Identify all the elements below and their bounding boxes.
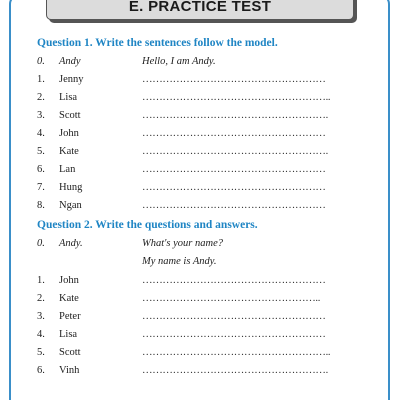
answer-blank[interactable]: ……………………………………………… — [142, 311, 326, 322]
answer-blank[interactable]: ……………………………………………….. — [142, 347, 331, 358]
answer-blank[interactable]: ……………………………………………… — [142, 182, 326, 193]
item-number: 3. — [37, 110, 45, 121]
question-1-row[interactable] — [37, 145, 367, 159]
question-2-row[interactable] — [37, 292, 367, 306]
question-2-row[interactable] — [37, 274, 367, 288]
answer-blank[interactable]: ……………………………………………… — [142, 164, 326, 175]
question-1-model-row — [37, 55, 367, 69]
answer-blank[interactable]: ……………………………………………… — [142, 329, 326, 340]
question-2-row[interactable] — [37, 310, 367, 324]
item-name: Hung — [59, 182, 83, 193]
question-1-row[interactable] — [37, 109, 367, 123]
item-name: Ngan — [59, 200, 82, 211]
item-name: Lisa — [59, 92, 78, 103]
answer-blank[interactable]: ……………………………………………… — [142, 275, 326, 286]
answer-blank[interactable]: ………………………………………………. — [142, 110, 328, 121]
item-name: Kate — [59, 293, 79, 304]
question-1-row[interactable] — [37, 73, 367, 87]
item-name: Lan — [59, 164, 76, 175]
question-2-model-row — [37, 237, 367, 251]
question-1-row[interactable] — [37, 181, 367, 195]
item-number: 5. — [37, 347, 45, 358]
item-name: Kate — [59, 146, 79, 157]
question-1-heading: Question 1. Write the sentences follow the model. — [37, 37, 278, 49]
question-2-heading: Question 2. Write the questions and answers. — [37, 219, 258, 231]
item-number: 4. — [37, 329, 45, 340]
item-number: 2. — [37, 293, 45, 304]
item-name: Scott — [59, 110, 81, 121]
item-number: 1. — [37, 275, 45, 286]
item-number: 5. — [37, 146, 45, 157]
item-number: 6. — [37, 164, 45, 175]
item-name: John — [59, 275, 79, 286]
item-number: 0. — [37, 238, 45, 249]
item-number: 0. — [37, 56, 45, 67]
answer-blank[interactable]: …………………………………………….. — [142, 293, 321, 304]
item-name: Peter — [59, 311, 81, 322]
item-name: Jenny — [59, 74, 84, 85]
item-number: 4. — [37, 128, 45, 139]
question-1-row[interactable] — [37, 163, 367, 177]
answer-blank[interactable]: ……………………………………………….. — [142, 92, 331, 103]
question-1-row[interactable] — [37, 199, 367, 213]
model-question: What's your name? — [142, 238, 223, 249]
question-2-model-answer-row — [37, 255, 367, 269]
question-2-row[interactable] — [37, 364, 367, 378]
item-name: Lisa — [59, 329, 78, 340]
answer-blank[interactable]: ………………………………………………. — [142, 365, 328, 376]
page-title: E. PRACTICE TEST — [46, 0, 354, 20]
item-name: Andy — [59, 56, 81, 67]
item-number: 2. — [37, 92, 45, 103]
answer-blank[interactable]: ……………………………………………… — [142, 74, 326, 85]
answer-blank[interactable]: ……………………………………………… — [142, 200, 326, 211]
item-number: 6. — [37, 365, 45, 376]
item-number: 3. — [37, 311, 45, 322]
question-1-row[interactable] — [37, 91, 367, 105]
item-name: Andy. — [59, 238, 83, 249]
answer-blank[interactable]: ………………………………………………. — [142, 146, 328, 157]
answer-blank[interactable]: ……………………………………………… — [142, 128, 326, 139]
item-name: Vinh — [59, 365, 80, 376]
model-answer: My name is Andy. — [142, 256, 217, 267]
question-2-row[interactable] — [37, 346, 367, 360]
item-name: Scott — [59, 347, 81, 358]
item-number: 8. — [37, 200, 45, 211]
model-answer: Hello, I am Andy. — [142, 56, 216, 67]
question-2-row[interactable] — [37, 328, 367, 342]
item-number: 1. — [37, 74, 45, 85]
item-number: 7. — [37, 182, 45, 193]
item-name: John — [59, 128, 79, 139]
question-1-row[interactable] — [37, 127, 367, 141]
